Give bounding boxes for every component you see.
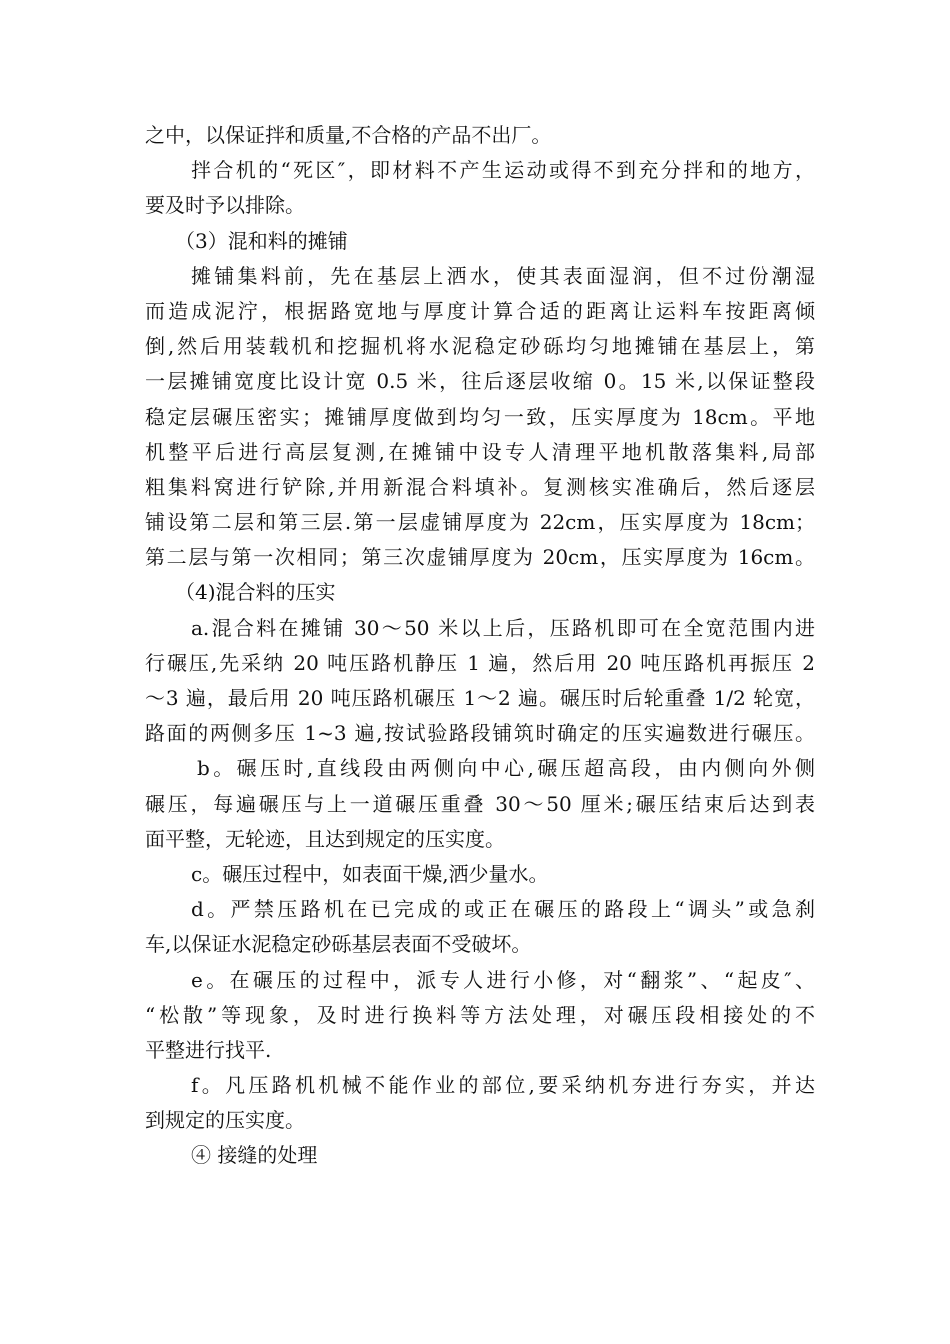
text-line: “松散”等现象，及时进行换料等方法处理，对碾压段相接处的不	[145, 1002, 815, 1027]
text-line: 碾压，每遍碾压与上一道碾压重叠 30～50 厘米;碾压结束后达到表	[145, 791, 815, 816]
text-line: 铺设第二层和第三层.第一层虚铺厚度为 22cm，压实厚度为 18cm；	[145, 510, 815, 535]
text-line: 要及时予以排除。	[145, 193, 305, 218]
text-line: 粗集料窝进行铲除,并用新混合料填补。复测核实准确后，然后逐层	[145, 474, 815, 499]
text-line: 拌合机的“死区″，即材料不产生运动或得不到充分拌和的地方，	[191, 158, 815, 183]
text-line: 路面的两侧多压 1~3 遍,按试验路段铺筑时确定的压实遍数进行碾压。	[145, 721, 815, 746]
text-line: d。严禁压路机在已完成的或正在碾压的路段上“调头”或急刹	[191, 897, 815, 922]
text-line: 车,以保证水泥稳定砂砾基层表面不受破坏。	[145, 932, 532, 957]
text-line: 面平整，无轮迹，且达到规定的压实度。	[145, 826, 505, 851]
text-line: e。在碾压的过程中，派专人进行小修，对“翻浆”、“起皮″、	[191, 967, 815, 992]
section-heading: （3）混和料的摊铺	[175, 228, 348, 253]
text-line: a.混合料在摊铺 30～50 米以上后，压路机即可在全宽范围内进	[191, 615, 815, 640]
text-line: ～3 遍，最后用 20 吨压路机碾压 1～2 遍。碾压时后轮重叠 1/2 轮宽，	[145, 686, 815, 710]
text-line: c。碾压过程中，如表面干燥,洒少量水。	[191, 861, 549, 886]
text-line: 倒,然后用装载机和挖掘机将水泥稳定砂砾均匀地摊铺在基层上，第	[145, 334, 815, 359]
text-line: 之中，以保证拌和质量,不合格的产品不出厂。	[145, 123, 552, 147]
text-line: 摊铺集料前，先在基层上洒水，使其表面湿润，但不过份潮湿	[191, 263, 815, 288]
text-line: 一层摊铺宽度比设计宽 0.5 米，往后逐层收缩 0。15 米,以保证整段	[145, 369, 815, 394]
text-line: 行碾压,先采纳 20 吨压路机静压 1 遍，然后用 20 吨压路机再振压 2	[145, 650, 815, 675]
text-line: 第二层与第一次相同；第三次虚铺厚度为 20cm，压实厚度为 16cm。	[145, 545, 815, 570]
text-line: b。碾压时,直线段由两侧向中心,碾压超高段，由内侧向外侧	[197, 756, 815, 781]
text-line: 稳定层碾压密实；摊铺厚度做到均匀一致，压实厚度为 18cm。平地	[145, 404, 815, 429]
document-body	[145, 118, 815, 1174]
section-heading: （4)混合料的压实	[175, 580, 336, 605]
text-line: 到规定的压实度。	[145, 1108, 305, 1133]
text-line: 平整进行找平.	[145, 1037, 272, 1062]
section-heading: ④ 接缝的处理	[191, 1143, 318, 1168]
text-line: 而造成泥泞，根据路宽地与厚度计算合适的距离让运料车按距离倾	[145, 298, 815, 323]
text-line: f。凡压路机机械不能作业的部位,要采纳机夯进行夯实，并达	[191, 1073, 815, 1098]
text-line: 机整平后进行高层复测,在摊铺中设专人清理平地机散落集料,局部	[145, 439, 815, 464]
